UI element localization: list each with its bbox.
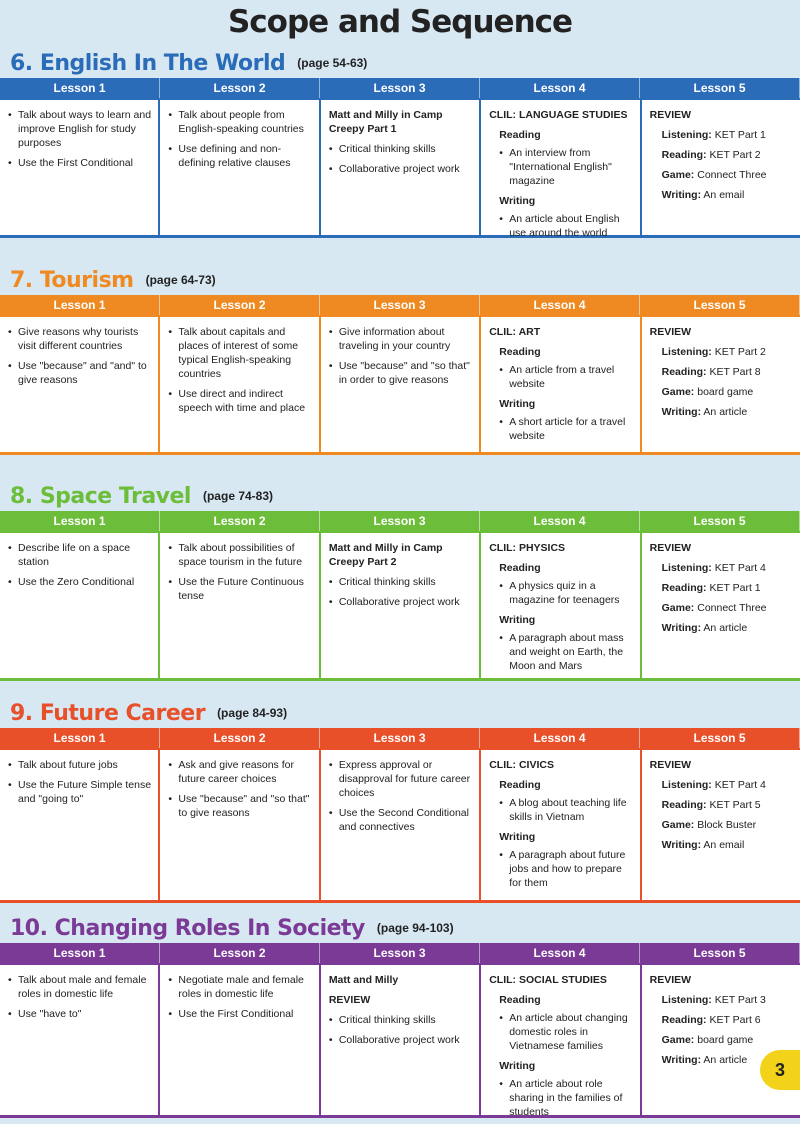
lesson-1-item: • Use the Zero Conditional [8,575,152,589]
lesson-cells [0,963,800,1118]
review-item [650,798,794,812]
lesson-label: Lesson 1 [0,78,160,98]
reading-list [499,1011,633,1053]
review-value: An article [701,1054,748,1066]
unit-pages: (page 94-103) [376,921,454,935]
lesson-3-cell [321,317,481,452]
lesson-4-cell [481,100,641,239]
lesson-1-list [8,758,152,806]
review-item [650,778,794,792]
lesson-3-item: • Collaborative project work [329,595,473,609]
lesson-4-cell [481,965,641,1118]
unit-section [0,913,800,1118]
lesson-label: Lesson 1 [0,943,160,963]
writing-label: Writing [499,398,536,410]
lesson-2-item: • Use the Future Continuous tense [168,575,312,603]
lesson-label: Lesson 4 [480,511,640,531]
review-value: KET Part 4 [711,562,766,574]
reading-label: Reading [499,346,541,358]
review-heading: REVIEW [649,542,692,554]
unit-header [0,265,800,295]
reading-item: • An article about changing domestic roles in Vietnamese families [499,1011,633,1053]
clil-heading: CLIL: ART [489,326,541,338]
lesson-3-cell [321,533,481,678]
lesson-2-item: • Use direct and indirect speech with time and place [168,387,312,415]
review-value: board game [694,386,754,398]
review-key: Reading: [661,799,707,811]
lesson-2-item: • Use the First Conditional [168,1007,312,1021]
lesson-1-item: • Talk about ways to learn and improve English for study purposes [8,108,152,150]
lesson-cells [0,98,800,238]
lesson-3-item: • Use "because" and "so that" in order to give reasons [329,359,473,387]
review-heading: REVIEW [649,974,692,986]
lesson-2-cell [160,750,320,900]
lesson-label: Lesson 3 [320,295,480,315]
writing-label: Writing [499,1060,536,1072]
review-key: Game: [661,1034,695,1046]
lesson-1-item: • Give reasons why tourists visit different countries [8,325,152,353]
lesson-label: Lesson 3 [320,511,480,531]
lesson-2-cell [160,317,320,452]
lesson-cells [0,315,800,455]
review-value: Block Buster [694,819,757,831]
writing-list [499,212,633,240]
review-value: KET Part 2 [706,149,761,161]
unit-title: 9. Future Career [10,700,206,726]
lesson-1-item: • Use the First Conditional [8,156,152,170]
lesson-label: Lesson 1 [0,295,160,315]
lesson-label: Lesson 1 [0,511,160,531]
review-item [650,1033,794,1047]
review-item [650,621,794,635]
page-title: Scope and Sequence [227,4,573,40]
lesson-2-list [168,758,312,820]
review-value: KET Part 3 [711,994,766,1006]
review-key: Listening: [661,779,712,791]
writing-list [499,1077,633,1119]
review-key: Reading: [661,1014,707,1026]
reading-label: Reading [499,129,541,141]
review-value: KET Part 6 [706,1014,761,1026]
lesson-2-list [168,108,312,170]
writing-list [499,415,633,443]
review-item [650,168,794,182]
lesson-1-list [8,973,152,1021]
lesson-2-item: • Negotiate male and female roles in domestic life [168,973,312,1001]
review-key: Listening: [661,129,712,141]
writing-list [499,848,633,890]
lesson-3-heading: Matt and Milly in Camp Creepy Part 1 [328,109,443,135]
lesson-3-list [329,1013,473,1047]
reading-label: Reading [499,562,541,574]
lesson-2-list [168,973,312,1021]
review-heading: REVIEW [649,759,692,771]
lesson-3-heading: Matt and Milly in Camp Creepy Part 2 [328,542,443,568]
writing-label: Writing [499,831,536,843]
lesson-2-item: • Ask and give reasons for future career choices [168,758,312,786]
review-item [650,148,794,162]
lesson-label: Lesson 4 [480,295,640,315]
lesson-4-cell [481,317,641,452]
reading-item: • A physics quiz in a magazine for teenagers [499,579,633,607]
lesson-3-subheading: REVIEW [328,994,371,1006]
unit-title: 10. Changing Roles In Society [10,915,365,941]
review-value: KET Part 5 [706,799,761,811]
unit-section [0,481,800,681]
reading-list [499,796,633,824]
unit-pages: (page 84-93) [217,706,288,720]
writing-list [499,631,633,673]
lesson-2-item: • Talk about people from English-speaking countries [168,108,312,136]
review-key: Listening: [661,346,712,358]
review-key: Game: [661,819,695,831]
lesson-3-item: • Critical thinking skills [329,575,473,589]
lesson-label: Lesson 4 [480,78,640,98]
unit-pages: (page 74-83) [202,489,274,503]
lesson-3-item: • Critical thinking skills [329,142,473,156]
lesson-label: Lesson 2 [160,78,320,98]
review-item [650,128,794,142]
review-item [650,818,794,832]
lesson-cells [0,748,800,903]
review-key: Listening: [661,562,712,574]
review-key: Game: [661,169,695,181]
review-item [650,188,794,202]
lesson-1-cell [0,965,160,1115]
lesson-2-item: • Use "because" and "so that" to give reasons [168,792,312,820]
lesson-5-cell [642,317,800,452]
unit-header [0,48,800,78]
review-key: Game: [661,386,695,398]
reading-item: • An article from a travel website [499,363,633,391]
lesson-5-cell [642,533,800,678]
lesson-label: Lesson 4 [480,728,640,748]
lesson-3-list [329,758,473,834]
lesson-label: Lesson 5 [640,728,800,748]
lesson-1-item: • Use "have to" [8,1007,152,1021]
review-list [650,345,794,419]
reading-item: • A blog about teaching life skills in Vietnam [499,796,633,824]
writing-label: Writing [499,195,536,207]
review-item [650,385,794,399]
lesson-2-cell [160,965,320,1115]
reading-item: • An interview from "International English" magazine [499,146,633,188]
lesson-label: Lesson 5 [640,78,800,98]
lesson-1-list [8,541,152,589]
unit-header [0,913,800,943]
lesson-5-cell [642,100,800,235]
lesson-3-cell [321,750,481,900]
lesson-3-heading: Matt and Milly [328,974,399,986]
unit-header [0,698,800,728]
review-value: KET Part 4 [711,779,766,791]
lesson-label: Lesson 5 [640,295,800,315]
review-value: An article [701,622,748,634]
lesson-1-item: • Describe life on a space station [8,541,152,569]
lesson-3-list [329,142,473,176]
review-key: Writing: [661,622,702,634]
reading-label: Reading [499,994,541,1006]
lesson-4-cell [481,750,641,900]
review-item [650,365,794,379]
unit-title: 8. Space Travel [10,483,191,509]
review-item [650,993,794,1007]
lesson-3-item: • Collaborative project work [329,162,473,176]
reading-list [499,146,633,188]
review-item [650,1013,794,1027]
review-key: Writing: [661,189,702,201]
lesson-label: Lesson 4 [480,943,640,963]
lesson-label: Lesson 1 [0,728,160,748]
review-key: Writing: [661,1054,702,1066]
review-key: Reading: [661,366,707,378]
lesson-2-cell [160,533,320,678]
lesson-1-item: • Use the Future Simple tense and "going to" [8,778,152,806]
unit-section [0,48,800,238]
review-value: KET Part 1 [711,129,766,141]
unit-section [0,265,800,455]
lesson-1-item: • Use "because" and "and" to give reasons [8,359,152,387]
clil-heading: CLIL: CIVICS [489,759,554,771]
lesson-label: Lesson 2 [160,728,320,748]
review-item [650,345,794,359]
lesson-1-cell [0,100,160,235]
lesson-3-list [329,325,473,387]
page-number: 3 [760,1050,800,1090]
lesson-header-bar [0,78,800,98]
reading-list [499,363,633,391]
reading-list [499,579,633,607]
lesson-1-cell [0,533,160,678]
lesson-2-item: • Use defining and non-defining relative clauses [168,142,312,170]
review-value: KET Part 8 [706,366,761,378]
writing-item: • A paragraph about mass and weight on Earth, the Moon and Mars [499,631,633,673]
lesson-3-cell [321,100,481,235]
review-key: Listening: [661,994,712,1006]
lesson-1-list [8,108,152,170]
lesson-2-item: • Talk about possibilities of space tourism in the future [168,541,312,569]
writing-item: • An article about role sharing in the families of students [499,1077,633,1119]
lesson-header-bar [0,943,800,963]
lesson-3-cell [321,965,481,1115]
review-key: Reading: [661,149,707,161]
review-value: An email [701,189,745,201]
review-value: An article [701,406,748,418]
lesson-3-item: • Collaborative project work [329,1033,473,1047]
review-list [650,778,794,852]
writing-label: Writing [499,614,536,626]
lesson-2-list [168,541,312,603]
unit-section [0,698,800,903]
review-item [650,601,794,615]
lesson-4-cell [481,533,641,678]
lesson-1-list [8,325,152,387]
review-value: Connect Three [694,169,767,181]
lesson-header-bar [0,295,800,315]
lesson-3-item: • Express approval or disapproval for future career choices [329,758,473,800]
review-key: Writing: [661,406,702,418]
review-item [650,405,794,419]
lesson-label: Lesson 5 [640,943,800,963]
lesson-label: Lesson 2 [160,511,320,531]
lesson-1-item: • Talk about male and female roles in domestic life [8,973,152,1001]
lesson-cells [0,531,800,681]
lesson-header-bar [0,728,800,748]
unit-title: 7. Tourism [10,267,134,293]
lesson-1-cell [0,317,160,452]
review-value: board game [694,1034,754,1046]
reading-label: Reading [499,779,541,791]
lesson-label: Lesson 2 [160,943,320,963]
lesson-label: Lesson 2 [160,295,320,315]
review-key: Writing: [661,839,702,851]
lesson-3-item: • Give information about traveling in your country [329,325,473,353]
lesson-5-cell [642,750,800,900]
review-value: Connect Three [694,602,767,614]
review-heading: REVIEW [649,326,692,338]
writing-item: • A paragraph about future jobs and how to prepare for them [499,848,633,890]
lesson-1-item: • Talk about future jobs [8,758,152,772]
writing-item: • An article about English use around the world [499,212,633,240]
lesson-5-cell [642,965,800,1115]
lesson-label: Lesson 3 [320,943,480,963]
unit-header [0,481,800,511]
review-key: Game: [661,602,695,614]
writing-item: • A short article for a travel website [499,415,633,443]
lesson-header-bar [0,511,800,531]
review-value: KET Part 1 [706,582,761,594]
lesson-3-item: • Use the Second Conditional and connectives [329,806,473,834]
lesson-1-cell [0,750,160,900]
review-value: An email [701,839,745,851]
lesson-label: Lesson 5 [640,511,800,531]
review-value: KET Part 2 [711,346,766,358]
review-list [650,561,794,635]
lesson-2-item: • Talk about capitals and places of interest of some typical English-speaking countries [168,325,312,381]
review-list [650,128,794,202]
clil-heading: CLIL: PHYSICS [489,542,566,554]
review-item [650,561,794,575]
unit-pages: (page 54-63) [297,56,368,70]
lesson-3-list [329,575,473,609]
review-item [650,838,794,852]
clil-heading: CLIL: LANGUAGE STUDIES [489,109,628,121]
lesson-2-cell [160,100,320,235]
lesson-label: Lesson 3 [320,728,480,748]
clil-heading: CLIL: SOCIAL STUDIES [489,974,607,986]
review-key: Reading: [661,582,707,594]
unit-title: 6. English In The World [10,50,286,76]
review-item [650,581,794,595]
unit-pages: (page 64-73) [145,273,216,287]
lesson-label: Lesson 3 [320,78,480,98]
review-heading: REVIEW [649,109,692,121]
lesson-2-list [168,325,312,415]
lesson-3-item: • Critical thinking skills [329,1013,473,1027]
